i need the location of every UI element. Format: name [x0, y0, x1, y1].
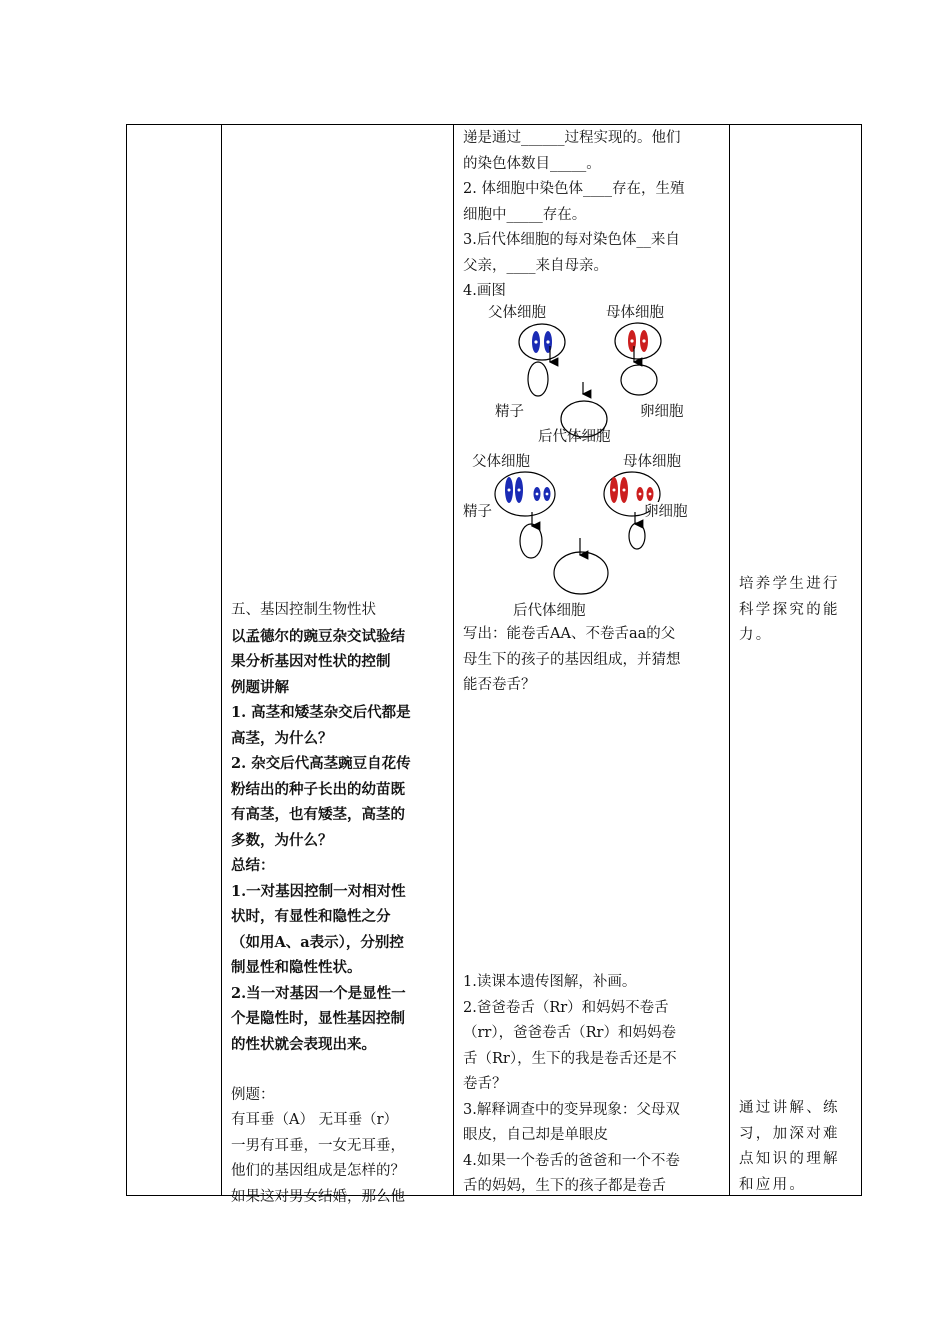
table-border-right	[861, 124, 862, 1196]
text-line: 递是通过______过程实现的。他们	[463, 130, 681, 146]
text-line: 卷舌？	[463, 1076, 507, 1092]
label-sperm: 精子	[463, 504, 492, 520]
egg-cell	[629, 523, 645, 549]
text-line: 点知识的理解	[739, 1151, 840, 1167]
text-line: 习，加深对难	[739, 1125, 840, 1142]
text-line: 1.一对基因控制一对相对性	[231, 882, 406, 900]
text-line: 他们的基因组成是怎样的？	[231, 1163, 405, 1179]
text-line: 2.爸爸卷舌（Rr）和妈妈不卷舌	[463, 999, 669, 1016]
label-mid-mother: 母体细胞	[623, 454, 681, 470]
text-line: 写出：能卷舌AA、不卷舌aa的父	[463, 626, 676, 642]
design-intent-1	[739, 572, 840, 649]
text-line: 2. 体细胞中染色体____存在，生殖	[463, 181, 685, 197]
text-line: 的性状就会表现出来。	[231, 1035, 376, 1053]
text-line: （rr），爸爸卷舌（Rr）和妈妈卷	[463, 1025, 676, 1041]
label-offspring: 后代体细胞	[538, 429, 611, 445]
offspring-cell	[554, 552, 608, 594]
text-line: 一男有耳垂，一女无耳垂，	[231, 1137, 405, 1154]
label-egg: 卵细胞	[644, 504, 688, 520]
label-sperm: 精子	[495, 404, 524, 420]
teaching-content	[231, 598, 411, 1210]
text-line: 的染色体数目_____。	[463, 155, 601, 172]
spacer-line	[231, 1057, 411, 1083]
activity-tasks	[463, 970, 680, 1200]
text-line: 科学探究的能	[739, 601, 840, 618]
mother-cell	[615, 323, 661, 359]
text-line: 制显性和隐性性状。	[231, 959, 362, 976]
text-line: 3.解释调查中的变异现象：父母双	[463, 1101, 680, 1118]
text-line: 舌的妈妈，生下的孩子都是卷舌	[463, 1178, 666, 1194]
text-line: 眼皮，自己却是单眼皮	[463, 1127, 608, 1143]
text-line: 果分析基因对性状的控制	[231, 653, 391, 670]
text-line: （如用A、a表示），分别控	[231, 933, 404, 951]
text-line: 母生下的孩子的基因组成，并猜想	[463, 651, 681, 668]
label-offspring: 后代体细胞	[513, 603, 586, 619]
section-heading: 五、基因控制生物性状	[231, 602, 376, 618]
text-line: 总结：	[231, 857, 275, 874]
text-line: 培养学生进行	[739, 576, 840, 592]
design-intent-2	[739, 1096, 840, 1198]
text-line: 舌（Rr），生下的我是卷舌还是不	[463, 1050, 677, 1067]
text-line: 父亲，____来自母亲。	[463, 257, 608, 274]
label-top-mother: 母体细胞	[606, 305, 664, 321]
text-line: 力。	[739, 627, 773, 643]
text-line: 例题：	[231, 1086, 275, 1103]
text-line: 4.如果一个卷舌的爸爸和一个不卷	[463, 1152, 680, 1169]
activity-prompt	[463, 622, 681, 699]
text-line: 1. 高茎和矮茎杂交后代都是	[231, 704, 411, 721]
text-line: 能否卷舌？	[463, 677, 536, 693]
text-line: 状时，有显性和隐性之分	[231, 908, 391, 925]
sperm-cell	[528, 362, 548, 396]
father-cell	[519, 324, 565, 360]
table-divider-3	[729, 124, 730, 1196]
text-line: 粉结出的种子长出的幼苗既	[231, 780, 405, 798]
text-line: 例题讲解	[231, 678, 289, 696]
text-line: 和应用。	[739, 1176, 807, 1193]
text-line: 如果这对男女结婚，那么他	[231, 1188, 405, 1205]
label-egg: 卵细胞	[640, 404, 684, 420]
egg-cell	[621, 365, 657, 395]
activity-questions	[463, 126, 684, 305]
text-line: 以孟德尔的豌豆杂交试验结	[231, 627, 405, 645]
inheritance-diagram	[455, 296, 730, 626]
text-line: 有高茎，也有矮茎，高茎的	[231, 806, 405, 823]
text-line: 通过讲解、练	[739, 1100, 840, 1116]
text-line: 有耳垂（A） 无耳垂（r）	[231, 1112, 399, 1128]
label-mid-father: 父体细胞	[472, 454, 530, 470]
sperm-cell	[520, 524, 542, 558]
table-border-top	[126, 124, 862, 125]
text-line: 3.后代体细胞的每对染色体__来自	[463, 232, 680, 248]
table-divider-2	[453, 124, 454, 1196]
label-top-father: 父体细胞	[488, 305, 546, 321]
text-line: 2. 杂交后代高茎豌豆自花传	[231, 755, 411, 772]
text-line: 多数，为什么？	[231, 831, 333, 849]
text-line: 个是隐性时，显性基因控制	[231, 1010, 405, 1027]
text-line: 4.画图	[463, 283, 506, 299]
text-line: 1.读课本遗传图解，补画。	[463, 974, 637, 990]
text-line: 高茎，为什么？	[231, 729, 333, 747]
table-divider-1	[221, 124, 222, 1196]
text-line: 细胞中_____存在。	[463, 206, 587, 223]
text-line: 2.当一对基因一个是显性一	[231, 984, 406, 1002]
table-border-left	[126, 124, 127, 1196]
